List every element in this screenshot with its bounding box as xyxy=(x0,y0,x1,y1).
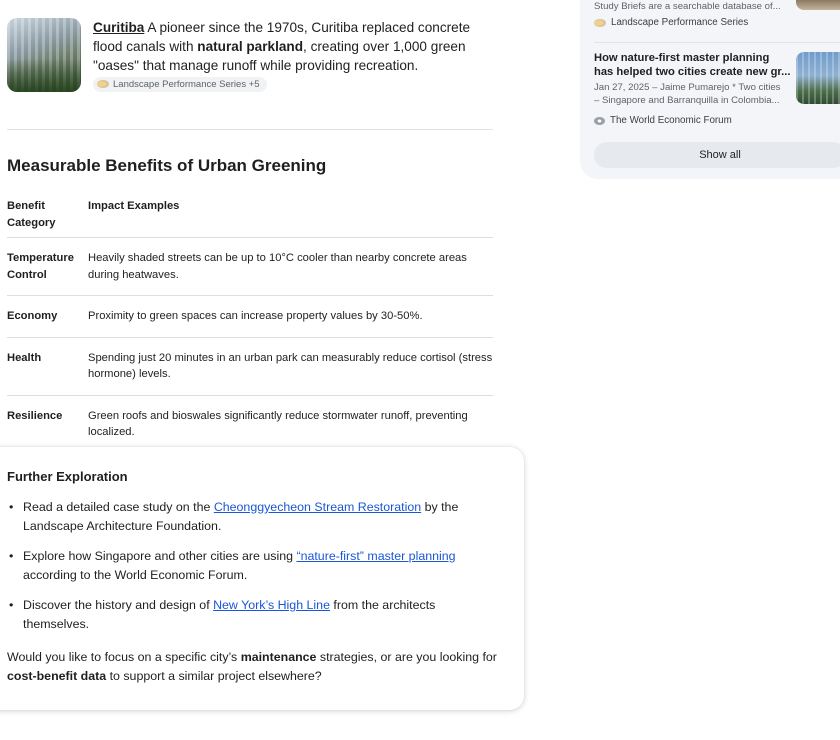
source-title xyxy=(594,51,790,79)
closing-text-3: to support a similar project elsewhere? xyxy=(106,669,322,683)
source-thumbnail-wef[interactable] xyxy=(796,52,840,104)
source-meta-line-2: – Singapore and Barranquilla in Colombia... xyxy=(594,94,780,106)
city-entry xyxy=(7,18,493,94)
citation-chip-label: Landscape Performance Series +5 xyxy=(113,78,260,90)
source-title-line-1: How nature-first master planning xyxy=(594,52,770,64)
row-impact: Proximity to green spaces can increase property values by 30-50%. xyxy=(88,296,493,338)
closing-bold-1: maintenance xyxy=(240,650,317,664)
table-row xyxy=(7,238,493,296)
further-exploration-card xyxy=(0,447,524,710)
city-bold-text: natural parkland xyxy=(197,39,304,54)
section-divider xyxy=(7,129,493,130)
source-title-line-2: has helped two cities create new gr... xyxy=(594,66,790,78)
closing-bold-2: cost-benefit data xyxy=(7,669,107,683)
source-divider xyxy=(594,42,840,43)
source-name: The World Economic Forum xyxy=(610,115,732,126)
benefits-title: Measurable Benefits of Urban Greening xyxy=(7,156,327,175)
bullet-icon: • xyxy=(9,549,14,563)
row-category: Economy xyxy=(7,296,88,338)
source-meta xyxy=(594,82,790,107)
row-category: Resilience xyxy=(7,395,88,453)
source-thumbnail-top[interactable] xyxy=(796,0,840,10)
nature-first-link[interactable]: “nature-first” master planning xyxy=(296,549,456,563)
city-text-1: A pioneer since the 1970s, Curitiba replaced concrete flood canals with xyxy=(93,20,471,54)
landscape-logo-icon xyxy=(97,80,109,88)
source-label xyxy=(594,17,790,28)
table-row xyxy=(7,337,493,395)
item-text-after: according to the World Economic Forum. xyxy=(23,568,248,582)
source-item-top[interactable] xyxy=(594,0,790,28)
table-row xyxy=(7,296,493,338)
list-item xyxy=(7,547,500,585)
source-card-wef[interactable] xyxy=(594,51,790,126)
further-title: Further Exploration xyxy=(7,469,128,484)
list-item xyxy=(7,498,500,536)
city-text-2: , creating over 1,000 green "oases" that manage runoff while providing recreation. xyxy=(93,39,466,73)
city-description xyxy=(93,18,493,94)
high-line-link[interactable]: New York’s High Line xyxy=(213,598,330,612)
table-header-row xyxy=(7,196,493,238)
further-list xyxy=(7,498,500,634)
citation-chip[interactable] xyxy=(93,77,267,92)
list-item xyxy=(7,596,500,634)
source-label xyxy=(594,115,790,126)
closing-question xyxy=(7,648,500,686)
item-text-before: Read a detailed case study on the xyxy=(23,500,214,514)
row-impact: Heavily shaded streets can be up to 10°C cooler than nearby concrete areas during heatwaves. xyxy=(88,238,493,296)
item-text-before: Explore how Singapore and other cities are using xyxy=(23,549,297,563)
item-text-before: Discover the history and design of xyxy=(23,598,214,612)
item-text-after: by the Landscape Architecture Foundation. xyxy=(23,500,459,533)
bullet-icon: • xyxy=(9,500,14,514)
header-category: Benefit Category xyxy=(7,200,56,229)
wef-logo-icon xyxy=(594,117,605,125)
source-snippet: Study Briefs are a searchable database of... xyxy=(594,1,781,12)
row-category: Temperature Control xyxy=(7,238,88,296)
row-impact: Green roofs and bioswales significantly reduce stormwater runoff, preventing localized. xyxy=(88,395,493,453)
source-meta-line-1: Jan 27, 2025 – Jaime Pumarejo * Two cities xyxy=(594,82,781,93)
cheonggyecheon-link[interactable]: Cheonggyecheon Stream Restoration xyxy=(213,500,422,514)
benefits-table xyxy=(7,196,493,453)
row-category: Health xyxy=(7,337,88,395)
curitiba-thumbnail[interactable] xyxy=(7,18,81,92)
header-impact: Impact Examples xyxy=(88,200,180,212)
row-impact: Spending just 20 minutes in an urban park can measurably reduce cortisol (stress hormone) levels. xyxy=(88,337,493,395)
closing-text-1: Would you like to focus on a specific city’s xyxy=(7,650,241,664)
closing-text-2: strategies, or are you looking for xyxy=(316,650,497,664)
bullet-icon: • xyxy=(9,598,14,612)
landscape-logo-icon xyxy=(594,19,606,27)
city-name-link[interactable]: Curitiba xyxy=(93,20,145,35)
source-name: Landscape Performance Series xyxy=(611,17,749,28)
show-all-button[interactable]: Show all xyxy=(594,142,840,168)
item-text-after: from the architects themselves. xyxy=(23,598,436,631)
sources-panel xyxy=(580,0,840,179)
table-row xyxy=(7,395,493,453)
